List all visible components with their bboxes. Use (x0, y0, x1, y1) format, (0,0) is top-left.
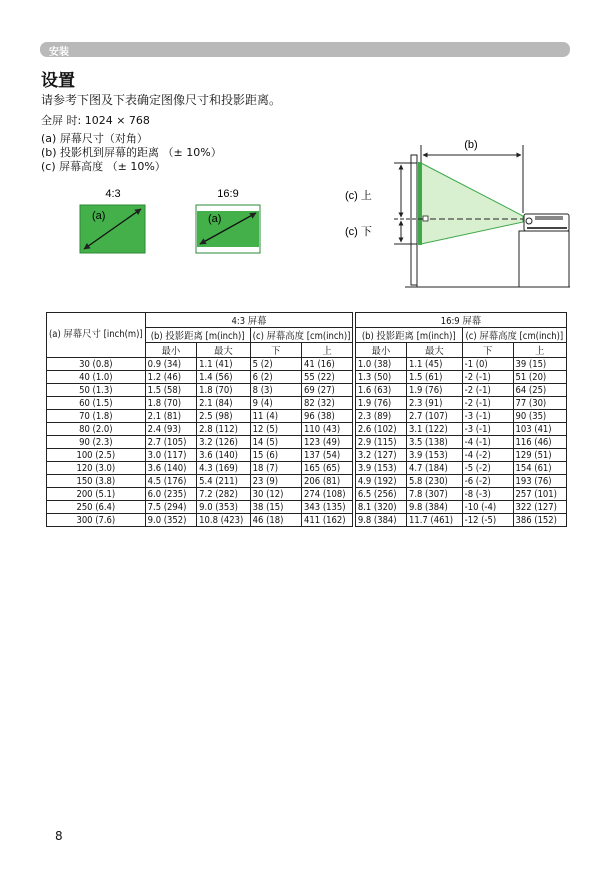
down-header: 下 (250, 343, 301, 358)
table-body (47, 358, 567, 527)
table-row: 30 (0.8) 0.9 (34) 1.1 (41) 5 (2) 41 (16) 1.0 (38) 1.1 (45) -1 (0) 39 (15) (47, 358, 567, 371)
table-row: 300 (7.6) 9.0 (352) 10.8 (423) 46 (18) 411 (162) 9.8 (384) 11.7 (461) -12 (-5) 386 (152) (47, 514, 567, 527)
table-row: 40 (1.0) 1.2 (46) 1.4 (56) 6 (2) 55 (22) 1.3 (50) 1.5 (61) -2 (-1) 51 (20) (47, 371, 567, 384)
table-row: 150 (3.8) 4.5 (176) 5.4 (211) 23 (9) 206 (81) 4.9 (192) 5.8 (230) -6 (-2) 193 (76) (47, 475, 567, 488)
projection-diagram (0, 0, 612, 300)
group-169-header: 16:9 屏幕 (355, 313, 566, 328)
wall-post (411, 155, 417, 285)
table-row: 120 (3.0) 3.6 (140) 4.3 (169) 18 (7) 165 (65) 3.9 (153) 4.7 (184) -5 (-2) 154 (61) (47, 462, 567, 475)
group-43-header: 4:3 屏幕 (145, 313, 353, 328)
table-row: 90 (2.3) 2.7 (105) 3.2 (126) 14 (5) 123 (49) 2.9 (115) 3.5 (138) -4 (-1) 116 (46) (47, 436, 567, 449)
col-screen-size: (a) 屏幕尺寸 [inch(m)] (47, 313, 146, 358)
table-row: 200 (5.1) 6.0 (235) 7.2 (282) 30 (12) 274 (108) 6.5 (256) 7.8 (307) -8 (-3) 257 (101) (47, 488, 567, 501)
intro-text: 请参考下图及下表确定图像尺寸和投影距离。 (41, 93, 282, 107)
height-header-43: (c) 屏幕高度 [cm(inch)] (250, 328, 353, 343)
projection-screen (418, 162, 422, 245)
projection-beam (421, 163, 523, 244)
table-block (519, 231, 569, 287)
label-c-down: (c) 下 (345, 226, 372, 238)
max-header: 最大 (406, 343, 462, 358)
label-a-43: (a) (92, 210, 106, 222)
up-header: 上 (302, 343, 353, 358)
down-header: 下 (462, 343, 513, 358)
projection-size-table (46, 312, 567, 527)
aspect-169-label: 16:9 (217, 188, 239, 200)
note-c: (c) 屏幕高度 （± 10%） (41, 160, 166, 173)
max-header: 最大 (197, 343, 250, 358)
min-header: 最小 (145, 343, 197, 358)
section-label: 安装 (49, 47, 69, 58)
min-header: 最小 (355, 343, 406, 358)
distance-header-43: (b) 投影距离 [m(inch)] (145, 328, 250, 343)
table-row: 250 (6.4) 7.5 (294) 9.0 (353) 38 (15) 343 (135) 8.1 (320) 9.8 (384) -10 (-4) 322 (127) (47, 501, 567, 514)
table-row: 80 (2.0) 2.4 (93) 2.8 (112) 12 (5) 110 (43) 2.6 (102) 3.1 (122) -3 (-1) 103 (41) (47, 423, 567, 436)
note-b: (b) 投影机到屏幕的距离 （± 10%） (41, 146, 222, 159)
page-number: 8 (55, 829, 63, 843)
label-c-up: (c) 上 (345, 190, 372, 202)
table-row: 60 (1.5) 1.8 (70) 2.1 (84) 9 (4) 82 (32) 1.9 (76) 2.3 (91) -2 (-1) 77 (30) (47, 397, 567, 410)
table-row: 100 (2.5) 3.0 (117) 3.6 (140) 15 (6) 137 (54) 3.2 (127) 3.9 (153) -4 (-2) 129 (51) (47, 449, 567, 462)
resolution-line: 全屏 时: 1024 × 768 (41, 114, 150, 127)
label-b: (b) (464, 139, 478, 151)
up-header: 上 (513, 343, 567, 358)
aspect-43-label: 4:3 (105, 188, 121, 200)
page-title: 设置 (41, 71, 75, 91)
height-header-169: (c) 屏幕高度 [cm(inch)] (462, 328, 566, 343)
projector-lens-icon (526, 218, 532, 224)
table-row: 50 (1.3) 1.5 (58) 1.8 (70) 8 (3) 69 (27) 1.6 (63) 1.9 (76) -2 (-1) 64 (25) (47, 384, 567, 397)
note-a: (a) 屏幕尺寸（对角） (41, 132, 148, 145)
label-a-169: (a) (208, 213, 222, 225)
table-row: 70 (1.8) 2.1 (81) 2.5 (98) 11 (4) 96 (38) 2.3 (89) 2.7 (107) -3 (-1) 90 (35) (47, 410, 567, 423)
distance-header-169: (b) 投影距离 [m(inch)] (355, 328, 462, 343)
